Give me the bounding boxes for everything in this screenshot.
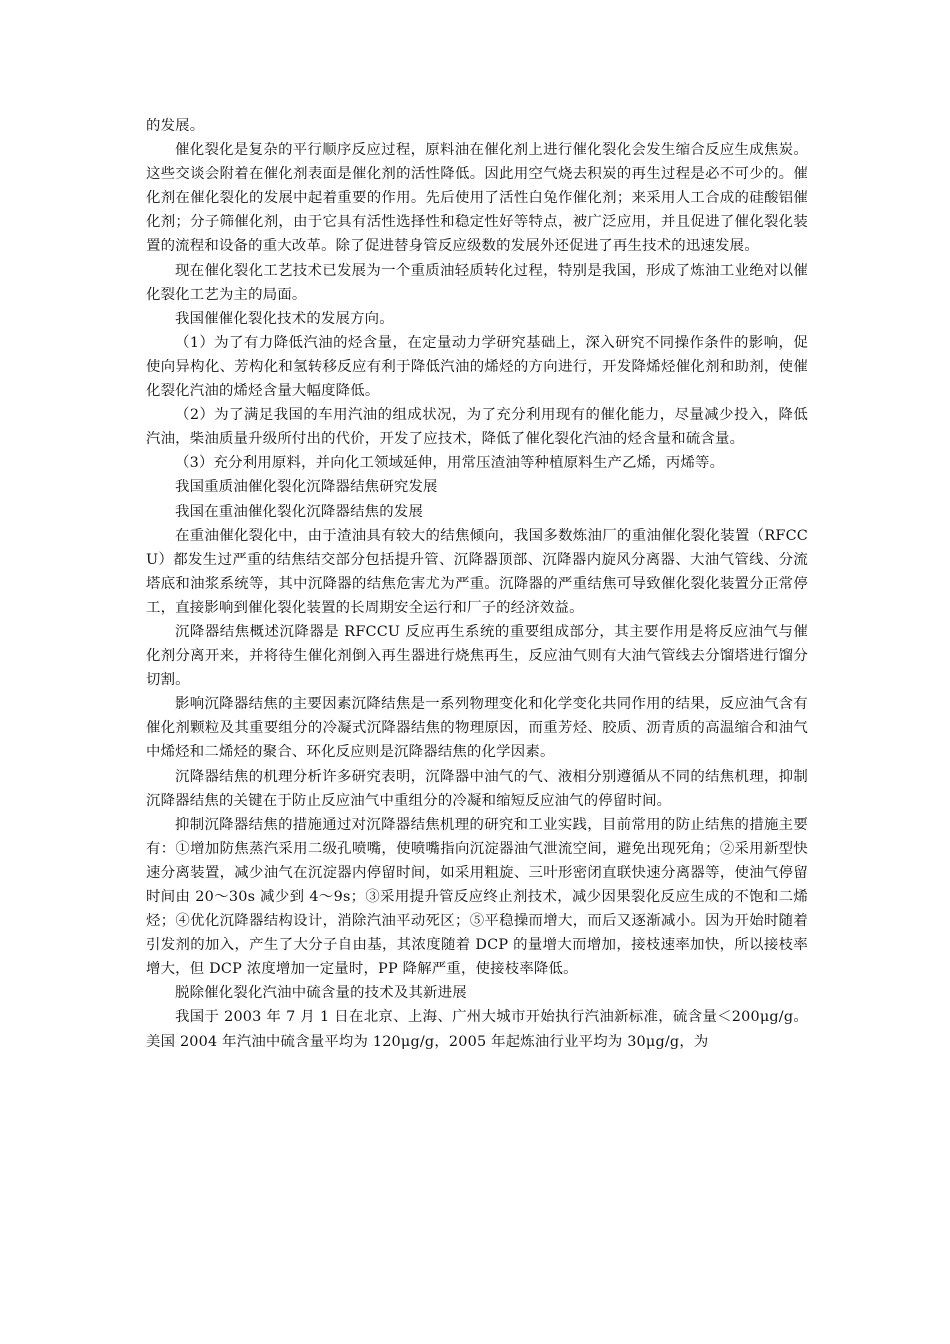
- paragraph-continuation: 的发展。: [146, 118, 205, 134]
- paragraph-current-status: 现在催化裂化工艺技术已发展为一个重质油轻质转化过程，特别是我国，形成了炼油工业绝对以催化裂化工艺为主的局面。: [146, 262, 808, 303]
- paragraph-catalytic-cracking-process: 催化裂化是复杂的平行顺序反应过程，原料油在催化剂上进行催化裂化会发生缩合反应生成焦炭。这些交谈会附着在催化剂表面是催化剂的活性降低。因此用空气烧去积炭的再生过程是必不可少的。催化剂在催化裂化的发展中起着重要的作用。先后使用了活性白兔作催化剂；来采用人工合成的硅酸铝催化剂；分子筛催化剂，由于它具有活性选择性和稳定性好等特点，被广泛应用，并且促进了催化裂化装置的流程和设备的重大改革。除了促进替身管反应级数的发展外还促进了再生技术的迅速发展。: [146, 142, 808, 255]
- document-page: [146, 114, 808, 1054]
- paragraph-coking-measures: 抑制沉降器结焦的措施通过对沉降器结焦机理的研究和工业实践，目前常用的防止结焦的措施主要有：①增加防焦蒸汽采用二级孔喷嘴，使喷嘴指向沉淀器油气泄流空间，避免出现死角；②采用新型快速分离装置，减少油气在沉淀器内停留时间，如采用粗旋、三叶形密闭直联快速分离器等，使油气停留时间由 20～30s 减少到 4～9s；③采用提升管反应终止剂技术，减少因果裂化反应生成的不饱和二烯烃；④优化沉降器结构设计，消除汽油平动死区；⑤平稳操而增大，而后又逐渐减小。因为开始时随着引发剂的加入，产生了大分子自由基，其浓度随着 DCP 的量增大而增加，接枝速率加快，所以接枝率增大，但 DCP 浓度增加一定量时，PP 降解严重，使接枝率降低。: [146, 816, 808, 978]
- heading-desulfurization: 脱除催化裂化汽油中硫含量的技术及其新进展: [175, 985, 467, 1002]
- heading-coking-development: 我国在重油催化裂化沉降器结焦的发展: [175, 503, 424, 520]
- list-item-3: （3）充分利用原料，并向化工领域延伸，用常压渣油等种植原料生产乙烯，丙烯等。: [175, 455, 725, 472]
- list-item-2: （2）为了满足我国的车用汽油的组成状况，为了充分利用现有的催化能力，尽量减少投入，降低汽油，柴油质量升级所付出的代价，开发了应技术，降低了催化裂化汽油的烃含量和硫含量。: [146, 407, 808, 448]
- paragraph-coking-factors: 影响沉降器结焦的主要因素沉降结焦是一系列物理变化和化学变化共同作用的结果，反应油气含有催化剂颗粒及其重要组分的冷凝式沉降器结焦的物理原因，而重芳烃、胶质、沥青质的高温缩合和油气中烯烃和二烯烃的聚合、环化反应则是沉降器结焦的化学因素。: [146, 696, 808, 761]
- paragraph-sulfur-standards: 我国于 2003 年 7 月 1 日在北京、上海、广州大城市开始执行汽油新标准，硫含量＜200μg/g。美国 2004 年汽油中硫含量平均为 120μg/g，2005 年起炼油行业平均为 30μg/g，为: [146, 1009, 808, 1050]
- paragraph-settler-overview: 沉降器结焦概述沉降器是 RFCCU 反应再生系统的重要组成部分，其主要作用是将反应油气与催化剂分离开来，并将待生催化剂倒入再生器进行烧焦再生，反应油气则有大油气管线去分馏塔进行馏分切割。: [146, 623, 808, 689]
- paragraph-coking-mechanism: 沉降器结焦的机理分析许多研究表明，沉降器中油气的气、液相分别遵循从不同的结焦机理，抑制沉降器结焦的关键在于防止反应油气中重组分的冷凝和缩短反应油气的停留时间。: [146, 768, 808, 809]
- heading-coking-research: 我国重质油催化裂化沉降器结焦研究发展: [175, 479, 438, 496]
- heading-development-direction: 我国催催化裂化技术的发展方向。: [175, 310, 394, 327]
- paragraph-rfccu-coking: 在重油催化裂化中，由于渣油具有较大的结焦倾向，我国多数炼油厂的重油催化裂化装置（RFCCU）都发生过严重的结焦结交部分包括提升管、沉降器顶部、沉降器内旋风分离器、大油气管线、分流塔底和油浆系统等，其中沉降器的结焦危害尤为严重。沉降器的严重结焦可导致催化裂化装置分正常停工，直接影响到催化裂化装置的长周期安全运行和厂子的经济效益。: [146, 527, 808, 616]
- list-item-1: （1）为了有力降低汽油的烃含量，在定量动力学研究基础上，深入研究不同操作条件的影响，促使向异构化、芳构化和氢转移反应有利于降低汽油的烯烃的方向进行，开发降烯烃催化剂和助剂，使催化裂化汽油的烯烃含量大幅度降低。: [146, 334, 808, 400]
